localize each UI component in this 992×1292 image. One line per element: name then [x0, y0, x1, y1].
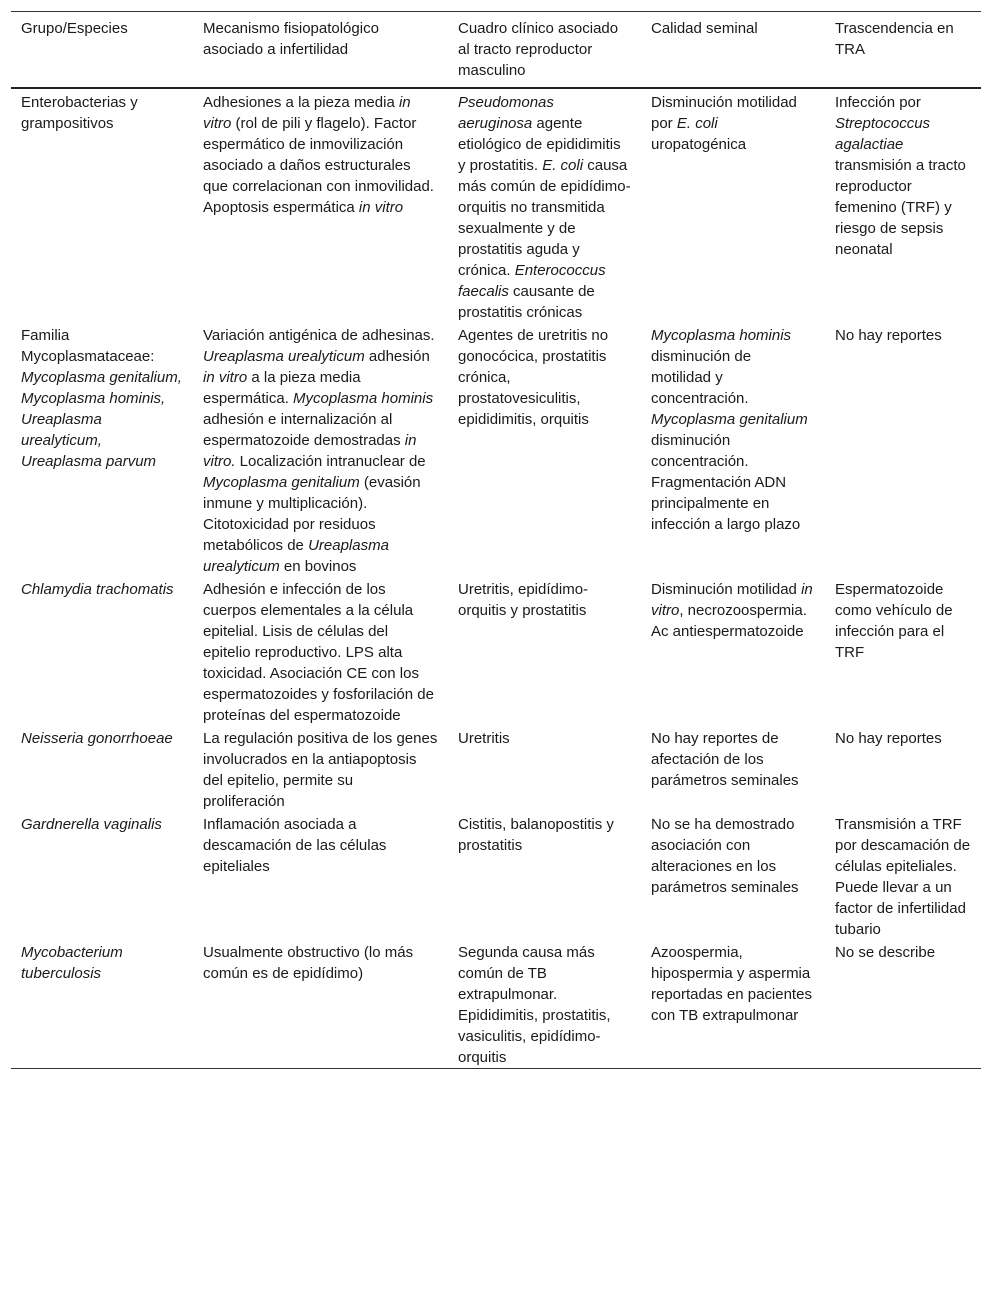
header-tra: Trascendencia en TRA [835, 20, 954, 58]
cell-group [11, 812, 193, 940]
text-segment: Infección por [835, 94, 921, 111]
cell-mechanism [193, 812, 448, 940]
cell-semen-quality [641, 726, 825, 812]
text-segment: causante de prostatitis crónicas [458, 283, 595, 321]
text-segment: causa más común de epidídimo-orquitis no transmitida sexualmente y de prostatitis aguda y crónica. [458, 157, 631, 279]
text-segment: No se describe [835, 944, 936, 961]
italic-text-segment: Enterococcus faecalis [458, 262, 606, 300]
cell-mechanism [193, 88, 448, 323]
italic-text-segment: Pseudomonas aeruginosa [458, 94, 554, 132]
italic-text-segment: Mycoplasma hominis [651, 327, 792, 344]
text-segment: No hay reportes de afectación de los parámetros seminales [651, 730, 799, 789]
table-row [11, 940, 981, 1069]
text-segment: adhesión [364, 348, 430, 365]
cell-clinical [448, 812, 641, 940]
text-segment: Variación antigénica de adhesinas. [203, 327, 435, 344]
italic-text-segment: Neisseria gonorrhoeae [21, 730, 173, 747]
text-segment: en bovinos [279, 558, 357, 575]
cell-clinical [448, 88, 641, 323]
cell-tra [825, 812, 981, 940]
text-segment: Segunda causa más común de TB extrapulmonar. Epididimitis, prostatitis, vasiculitis, epidídimo-orquitis [458, 944, 611, 1066]
italic-text-segment: Mycoplasma hominis [293, 390, 434, 407]
cell-group [11, 323, 193, 577]
text-segment: (rol de pili y flagelo). Factor espermático de inmovilización asociado a daños estructurales que correlacionan con inmovilidad. Apoptosis espermática [203, 115, 434, 216]
table-row [11, 577, 981, 726]
italic-text-segment: Ureaplasma urealyticum [203, 348, 365, 365]
italic-text-segment: in vitro [358, 199, 404, 216]
text-segment: Disminución motilidad [651, 581, 802, 598]
text-segment: Inflamación asociada a descamación de las células epiteliales [203, 816, 387, 875]
text-segment: transmisión a tracto reproductor femenino (TRF) y riesgo de sepsis neonatal [835, 157, 966, 258]
cell-mechanism [193, 577, 448, 726]
text-segment: No hay reportes [835, 327, 942, 344]
italic-text-segment: Mycoplasma genitalium, Mycoplasma hominis, Ureaplasma urealyticum, Ureaplasma parvum [21, 369, 182, 470]
cell-semen-quality [641, 812, 825, 940]
text-segment: uropatogénica [651, 136, 747, 153]
italic-text-segment: Mycoplasma genitalium [651, 411, 808, 428]
italic-text-segment: Gardnerella vaginalis [21, 816, 162, 833]
italic-text-segment: in vitro [203, 94, 411, 132]
italic-text-segment: E. coli [542, 157, 584, 174]
header-group: Grupo/Especies [21, 20, 128, 37]
text-segment: adhesión e internalización al espermatozoide demostradas [203, 411, 405, 449]
text-segment: No hay reportes [835, 730, 942, 747]
header-clinical: Cuadro clínico asociado al tracto reproductor masculino [458, 20, 619, 79]
table-row [11, 88, 981, 323]
cell-group [11, 726, 193, 812]
infection-table-container [11, 11, 981, 1069]
cell-clinical [448, 940, 641, 1069]
cell-clinical [448, 726, 641, 812]
italic-text-segment: in vitro. [203, 432, 417, 470]
text-segment: , necrozoospermia. Ac antiespermatozoide [651, 602, 807, 640]
text-segment: Transmisión a TRF por descamación de células epiteliales. Puede llevar a un factor de infertilidad tubario [835, 816, 971, 938]
table-row [11, 726, 981, 812]
text-segment: Enterobacterias y grampositivos [21, 94, 138, 132]
cell-group [11, 577, 193, 726]
header-mechanism: Mecanismo fisiopatológico asociado a infertilidad [203, 20, 379, 58]
table-row [11, 323, 981, 577]
table-body [11, 88, 981, 1069]
text-segment: disminución concentración. Fragmentación ADN principalmente en infección a largo plazo [651, 432, 801, 533]
cell-mechanism [193, 323, 448, 577]
cell-tra [825, 577, 981, 726]
header-semen-quality: Calidad seminal [651, 20, 758, 37]
cell-semen-quality [641, 88, 825, 323]
text-segment: disminución de motilidad y concentración. [651, 348, 752, 407]
cell-clinical [448, 577, 641, 726]
infection-table [11, 11, 981, 1069]
text-segment: a la pieza media espermática. [203, 369, 361, 407]
italic-text-segment: Ureaplasma urealyticum [203, 537, 389, 575]
table-header [11, 12, 981, 89]
italic-text-segment: in vitro [203, 369, 248, 386]
italic-text-segment: in vitro [651, 581, 813, 619]
header-row [11, 12, 981, 89]
cell-mechanism [193, 940, 448, 1069]
text-segment: Espermatozoide como vehículo de infección para el TRF [835, 581, 953, 661]
cell-tra [825, 940, 981, 1069]
cell-group [11, 940, 193, 1069]
text-segment: Cistitis, balanopostitis y prostatitis [458, 816, 614, 854]
italic-text-segment: Streptococcus agalactiae [835, 115, 931, 153]
cell-group [11, 88, 193, 323]
text-segment: Uretritis, epidídimo-orquitis y prostatitis [458, 581, 589, 619]
cell-semen-quality [641, 940, 825, 1069]
text-segment: Uretritis [458, 730, 510, 747]
italic-text-segment: Mycobacterium tuberculosis [21, 944, 123, 982]
text-segment: No se ha demostrado asociación con alteraciones en los parámetros seminales [651, 816, 799, 896]
text-segment: Adhesiones a la pieza media [203, 94, 399, 111]
text-segment: Localización intranuclear de [235, 453, 426, 470]
italic-text-segment: E. coli [676, 115, 718, 132]
text-segment: Adhesión e infección de los cuerpos elementales a la célula epitelial. Lisis de células del epitelio reproductivo. LPS alta toxicidad. Asociación CE con los espermatozoides y fosforilación de proteínas del espermatozoide [203, 581, 434, 724]
cell-tra [825, 88, 981, 323]
text-segment: Agentes de uretritis no gonocócica, prostatitis crónica, prostatovesiculitis, epididimitis, orquitis [458, 327, 609, 428]
cell-tra [825, 323, 981, 577]
cell-tra [825, 726, 981, 812]
text-segment: Usualmente obstructivo (lo más común es de epidídimo) [203, 944, 414, 982]
text-segment: Disminución motilidad por [651, 94, 797, 132]
cell-mechanism [193, 726, 448, 812]
cell-clinical [448, 323, 641, 577]
text-segment: (evasión inmune y multiplicación). Citotoxicidad por residuos metabólicos de [203, 474, 421, 554]
cell-semen-quality [641, 323, 825, 577]
text-segment: Familia Mycoplasmataceae: [21, 327, 155, 365]
italic-text-segment: Chlamydia trachomatis [21, 581, 174, 598]
cell-semen-quality [641, 577, 825, 726]
italic-text-segment: Mycoplasma genitalium [203, 474, 360, 491]
text-segment: Azoospermia, hipospermia y aspermia reportadas en pacientes con TB extrapulmonar [651, 944, 812, 1024]
text-segment: La regulación positiva de los genes involucrados en la antiapoptosis del epitelio, permite su proliferación [203, 730, 438, 810]
text-segment: agente etiológico de epididimitis y prostatitis. [458, 115, 621, 174]
table-row [11, 812, 981, 940]
